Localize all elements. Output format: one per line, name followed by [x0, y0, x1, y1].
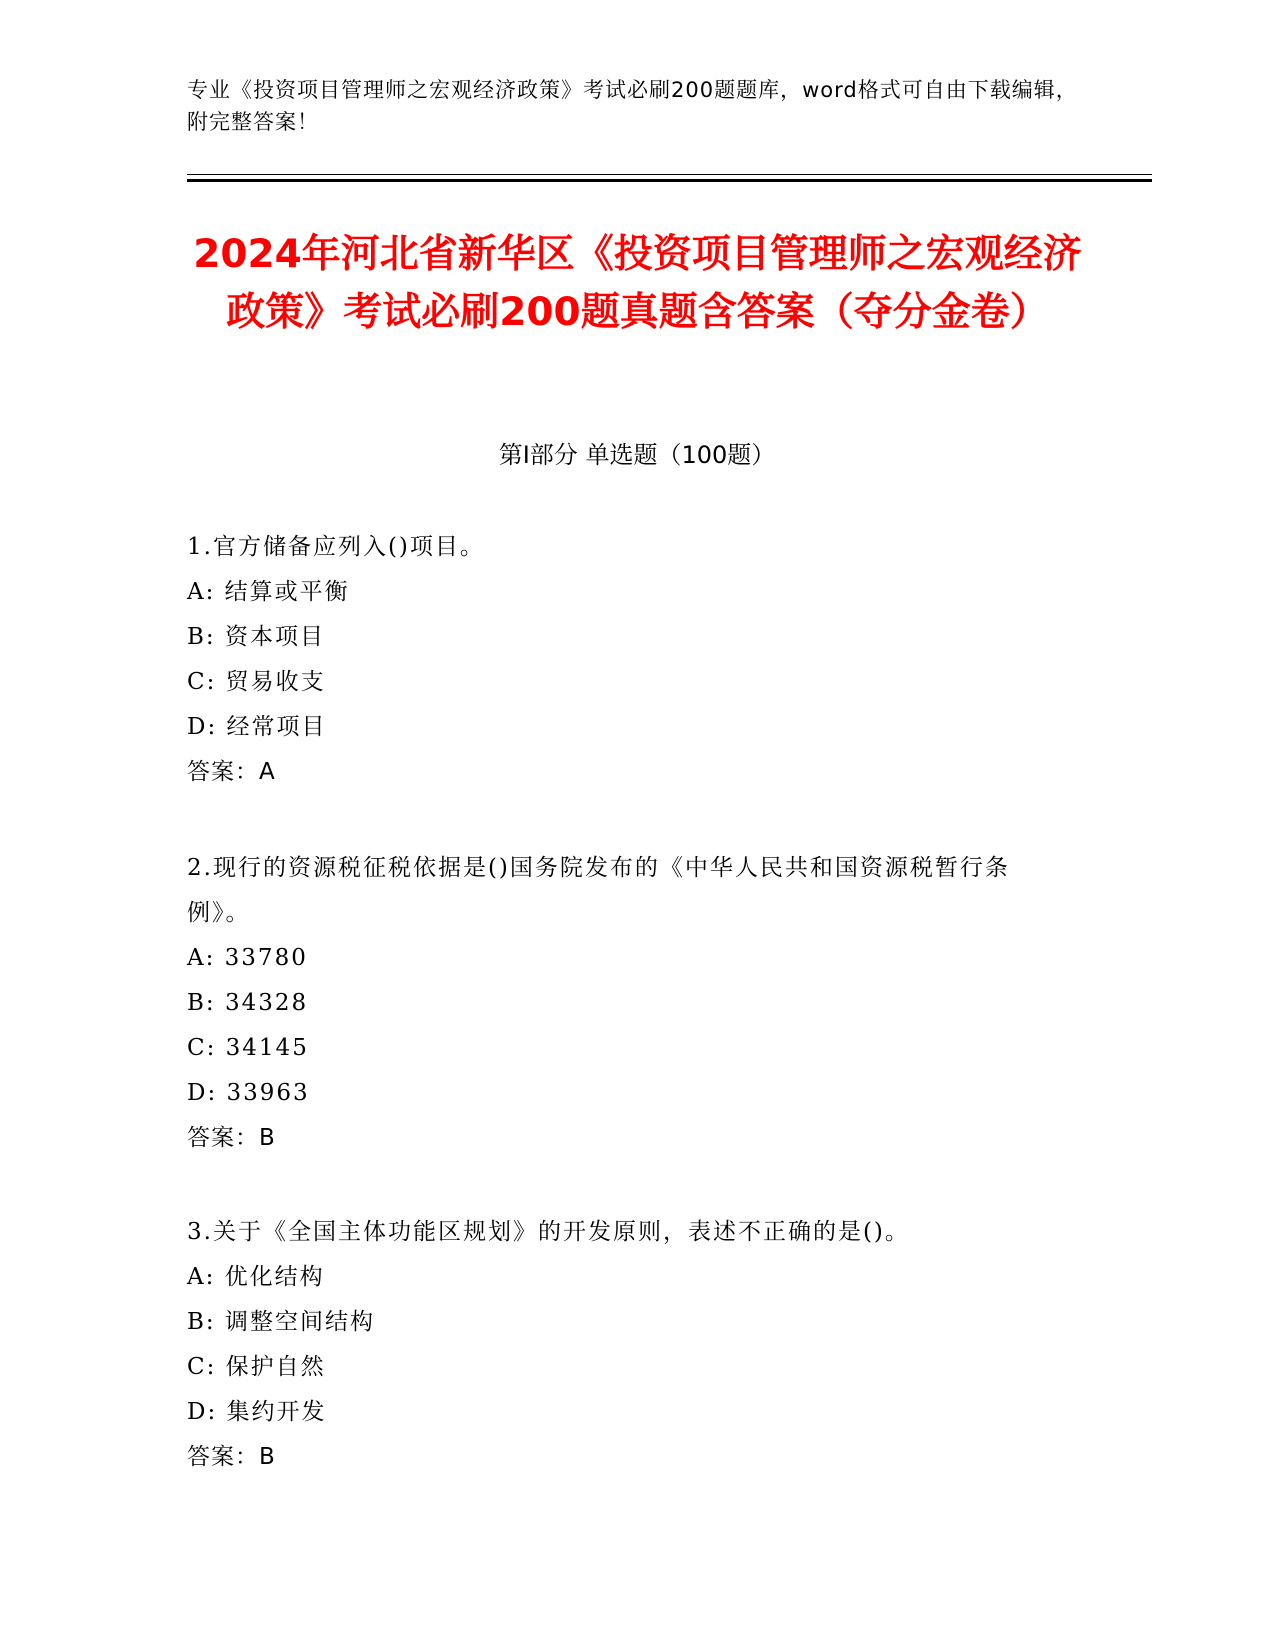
question-stem: 3.关于《全国主体功能区规划》的开发原则，表述不正确的是()。 — [187, 1219, 910, 1245]
option-b: B: 调整空间结构 — [187, 1309, 375, 1335]
header-divider-thin — [187, 174, 1152, 175]
option-a: A: 优化结构 — [187, 1264, 325, 1290]
option-b: B: 34328 — [187, 990, 309, 1016]
option-b: B: 资本项目 — [187, 624, 325, 650]
header-divider-thick — [187, 179, 1152, 182]
option-d: D: 集约开发 — [187, 1399, 327, 1425]
header-note: 专业《投资项目管理师之宏观经济政策》考试必刷200题题库，word格式可自由下载编辑，附完整答案！ — [187, 78, 1078, 134]
answer: 答案：A — [187, 759, 276, 785]
option-c: C: 34145 — [187, 1035, 309, 1061]
option-a: A: 结算或平衡 — [187, 579, 350, 605]
section-title: 第I部分 单选题（100题） — [498, 441, 776, 469]
option-c: C: 保护自然 — [187, 1354, 326, 1380]
question-2 — [187, 846, 1067, 1161]
question-stem: 1.官方储备应列入()项目。 — [187, 534, 485, 560]
option-d: D: 经常项目 — [187, 714, 327, 740]
question-3 — [187, 1210, 1067, 1480]
question-1 — [187, 525, 1067, 795]
answer: 答案：B — [187, 1444, 276, 1470]
document-title: 2024年河北省新华区《投资项目管理师之宏观经济政策》考试必刷200题真题含答案（夺分金卷） — [193, 232, 1082, 335]
answer: 答案：B — [187, 1125, 276, 1151]
question-stem: 2.现行的资源税征税依据是()国务院发布的《中华人民共和国资源税暂行条例》。 — [187, 855, 1010, 926]
option-a: A: 33780 — [187, 945, 308, 971]
option-c: C: 贸易收支 — [187, 669, 326, 695]
option-d: D: 33963 — [187, 1080, 310, 1106]
